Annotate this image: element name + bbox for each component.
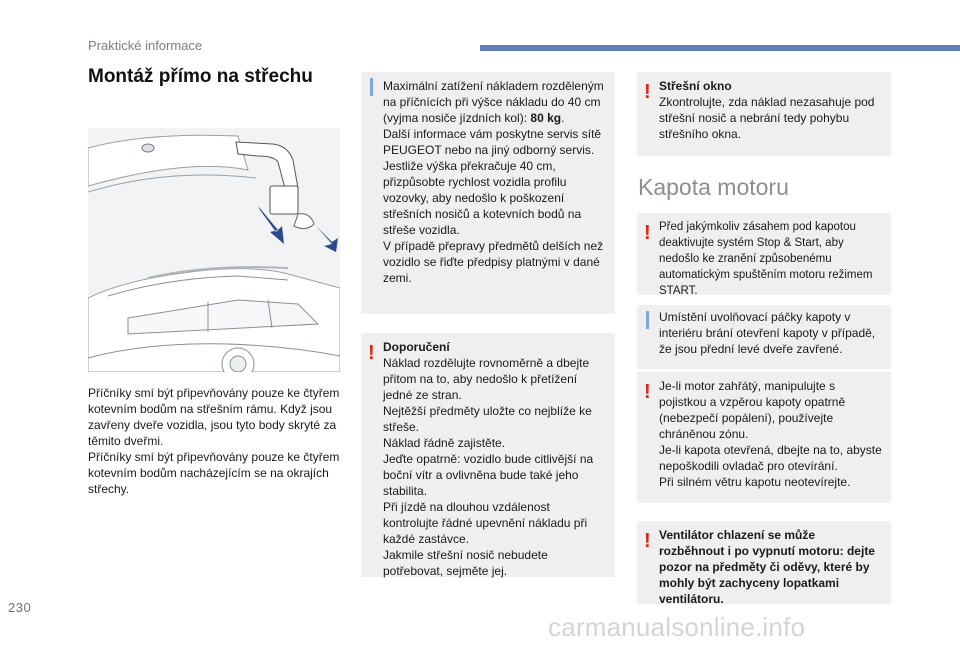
- warning-text: Je-li kapota otevřená, dbejte na to, abyste nepoškodili ovladač pro otevírání.: [659, 443, 882, 473]
- stop-start-warning-box: [637, 213, 891, 295]
- section-label: Praktické informace: [88, 38, 203, 53]
- warning-text: Nejtěžší předměty uložte co nejblíže ke střeše.: [383, 404, 592, 434]
- warning-heading: Střešní okno: [659, 79, 732, 93]
- paragraph: Příčníky smí být připevňovány pouze ke čtyřem kotevním bodům na střešním rámu. Když jsou zavřeny dveře vozidla, jsou tyto body skryté za těmito dveřmi.: [88, 386, 340, 448]
- warning-text: Zkontrolujte, zda náklad nezasahuje pod střešní nosič a nebrání tedy pohybu střešního okna.: [659, 95, 875, 141]
- page-number: 230: [8, 600, 32, 615]
- watermark: carmanualsonline.info: [548, 612, 806, 642]
- page-title: Montáž přímo na střechu: [88, 66, 313, 87]
- info-text: Jestliže výška překračuje 40 cm, přizpůsobte rychlost vozidla profilu vozovky, aby nedošlo k poškození střešních nosičů a kotevních bodů na střeše vozidla.: [383, 159, 582, 237]
- header-accent-bar: [480, 45, 960, 51]
- exclamation-warning-icon: !: [644, 222, 651, 244]
- recommendation-warning-box: [361, 333, 615, 577]
- warning-text: Je-li motor zahřátý, manipulujte s pojistkou a vzpěrou kapoty opatrně (nebezpečí popálení), používejte chráněnou zónu.: [659, 379, 846, 441]
- warning-text: Před jakýmkoliv zásahem pod kapotou deaktivujte systém Stop & Start, aby nedošlo ke zranění způsobenému automatickým spuštěním motoru režimem START.: [659, 221, 873, 297]
- roof-rack-mounting-illustration: [88, 128, 340, 372]
- warning-text: Jeďte opatrně: vozidlo bude citlivější na boční vítr a ovlivněna bude také jeho stabilita.: [383, 452, 594, 498]
- warning-text: Při silném větru kapotu neotevírejte.: [659, 475, 851, 489]
- warning-text: Při jízdě na dlouhou vzdálenost kontrolujte řádné upevnění nákladu při každé zastávce.: [383, 500, 588, 546]
- roof-mount-description: [88, 385, 348, 497]
- info-text: Umístění uvolňovací páčky kapoty v interiéru brání otevření kapoty v případě, že jsou přední levé dveře zavřené.: [659, 310, 876, 356]
- info-text-line: Maximální zatížení nákladem rozděleným na příčnících při výšce nákladu do 40 cm (vyjma nosiče jízdních kol):: [383, 79, 604, 125]
- info-text: V případě přepravy předmětů delších než vozidlo se řiďte předpisy platnými v dané zemi.: [383, 239, 604, 285]
- max-load-value: 80 kg: [530, 111, 562, 125]
- exclamation-warning-icon: !: [644, 381, 651, 403]
- warning-heading: Doporučení: [383, 340, 450, 354]
- exclamation-warning-icon: !: [644, 530, 651, 552]
- load-info-box: [361, 72, 615, 314]
- fan-warning-box: [637, 521, 891, 604]
- warning-text: Náklad rozdělujte rovnoměrně a dbejte přitom na to, aby nedošlo k přetížení jedné ze stran.: [383, 356, 590, 402]
- exclamation-warning-icon: !: [644, 81, 651, 103]
- info-text: Další informace vám poskytne servis sítě PEUGEOT nebo na jiný odborný servis.: [383, 127, 602, 157]
- section-title-kapota: Kapota motoru: [638, 174, 789, 200]
- hot-engine-warning-box: [637, 372, 891, 503]
- warning-text: Jakmile střešní nosič nebudete potřebovat, sejměte jej.: [383, 548, 548, 578]
- warning-text: Náklad řádně zajistěte.: [383, 436, 506, 450]
- exclamation-warning-icon: !: [368, 342, 375, 364]
- paragraph: Příčníky smí být připevňovány pouze ke čtyřem kotevním bodům nacházejícím se na okrajích střechy.: [88, 450, 340, 496]
- info-text: [383, 78, 607, 126]
- warning-text: Ventilátor chlazení se může rozběhnout i po vypnutí motoru: dejte pozor na předměty či oděvy, které by mohly být zachyceny lopatkami ventilátoru.: [659, 528, 875, 606]
- hood-lever-info-box: [637, 305, 891, 369]
- info-bar-icon: [644, 309, 654, 329]
- info-bar-icon: [368, 76, 378, 96]
- info-text-dot: .: [561, 111, 565, 125]
- sunroof-warning-box: [637, 72, 891, 156]
